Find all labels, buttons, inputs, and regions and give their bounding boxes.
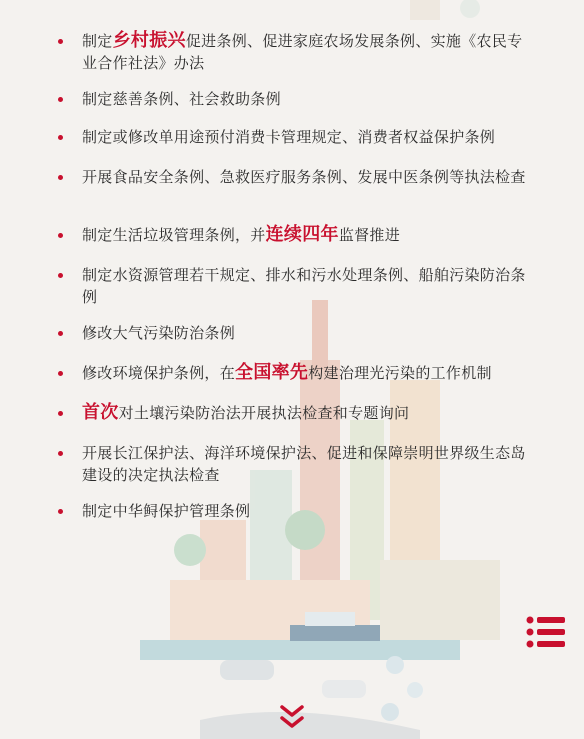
list-item: 修改大气污染防治条例 bbox=[64, 322, 534, 344]
list-item: 制定慈善条例、社会救助条例 bbox=[64, 88, 534, 110]
bullet-dot bbox=[58, 331, 63, 336]
list-item: 修改环境保护条例，在全国率先构建治理光污染的工作机制 bbox=[64, 362, 534, 384]
bullet-dot bbox=[58, 97, 63, 102]
list-item: 制定或修改单用途预付消费卡管理规定、消费者权益保护条例 bbox=[64, 126, 534, 148]
bullet-dot bbox=[58, 39, 63, 44]
bullet-dot bbox=[58, 135, 63, 140]
bullet-dot bbox=[58, 371, 63, 376]
scroll-down-button[interactable] bbox=[278, 704, 306, 730]
list-item: 制定中华鲟保护管理条例 bbox=[64, 500, 534, 522]
bullet-dot bbox=[58, 451, 63, 456]
bullet-dot bbox=[58, 233, 63, 238]
list-item: 开展食品安全条例、急救医疗服务条例、发展中医条例等执法检查 bbox=[64, 166, 534, 188]
list-item: 开展长江保护法、海洋环境保护法、促进和保障崇明世界级生态岛建设的决定执法检查 bbox=[64, 442, 534, 486]
list-item: 制定生活垃圾管理条例，并连续四年监督推进 bbox=[64, 224, 534, 246]
menu-button[interactable] bbox=[522, 612, 570, 652]
double-chevron-down-icon bbox=[278, 704, 306, 730]
bullet-dot bbox=[58, 411, 63, 416]
list-item: 制定水资源管理若干规定、排水和污水处理条例、船舶污染防治条例 bbox=[64, 264, 534, 308]
list-menu-icon bbox=[522, 612, 570, 652]
list-item: 首次对土壤污染防治法开展执法检查和专题询问 bbox=[64, 402, 534, 424]
bullet-dot bbox=[58, 175, 63, 180]
bullet-dot bbox=[58, 509, 63, 514]
bullet-dot bbox=[58, 273, 63, 278]
list-item: 制定乡村振兴促进条例、促进家庭农场发展条例、实施《农民专业合作社法》办法 bbox=[64, 30, 534, 74]
